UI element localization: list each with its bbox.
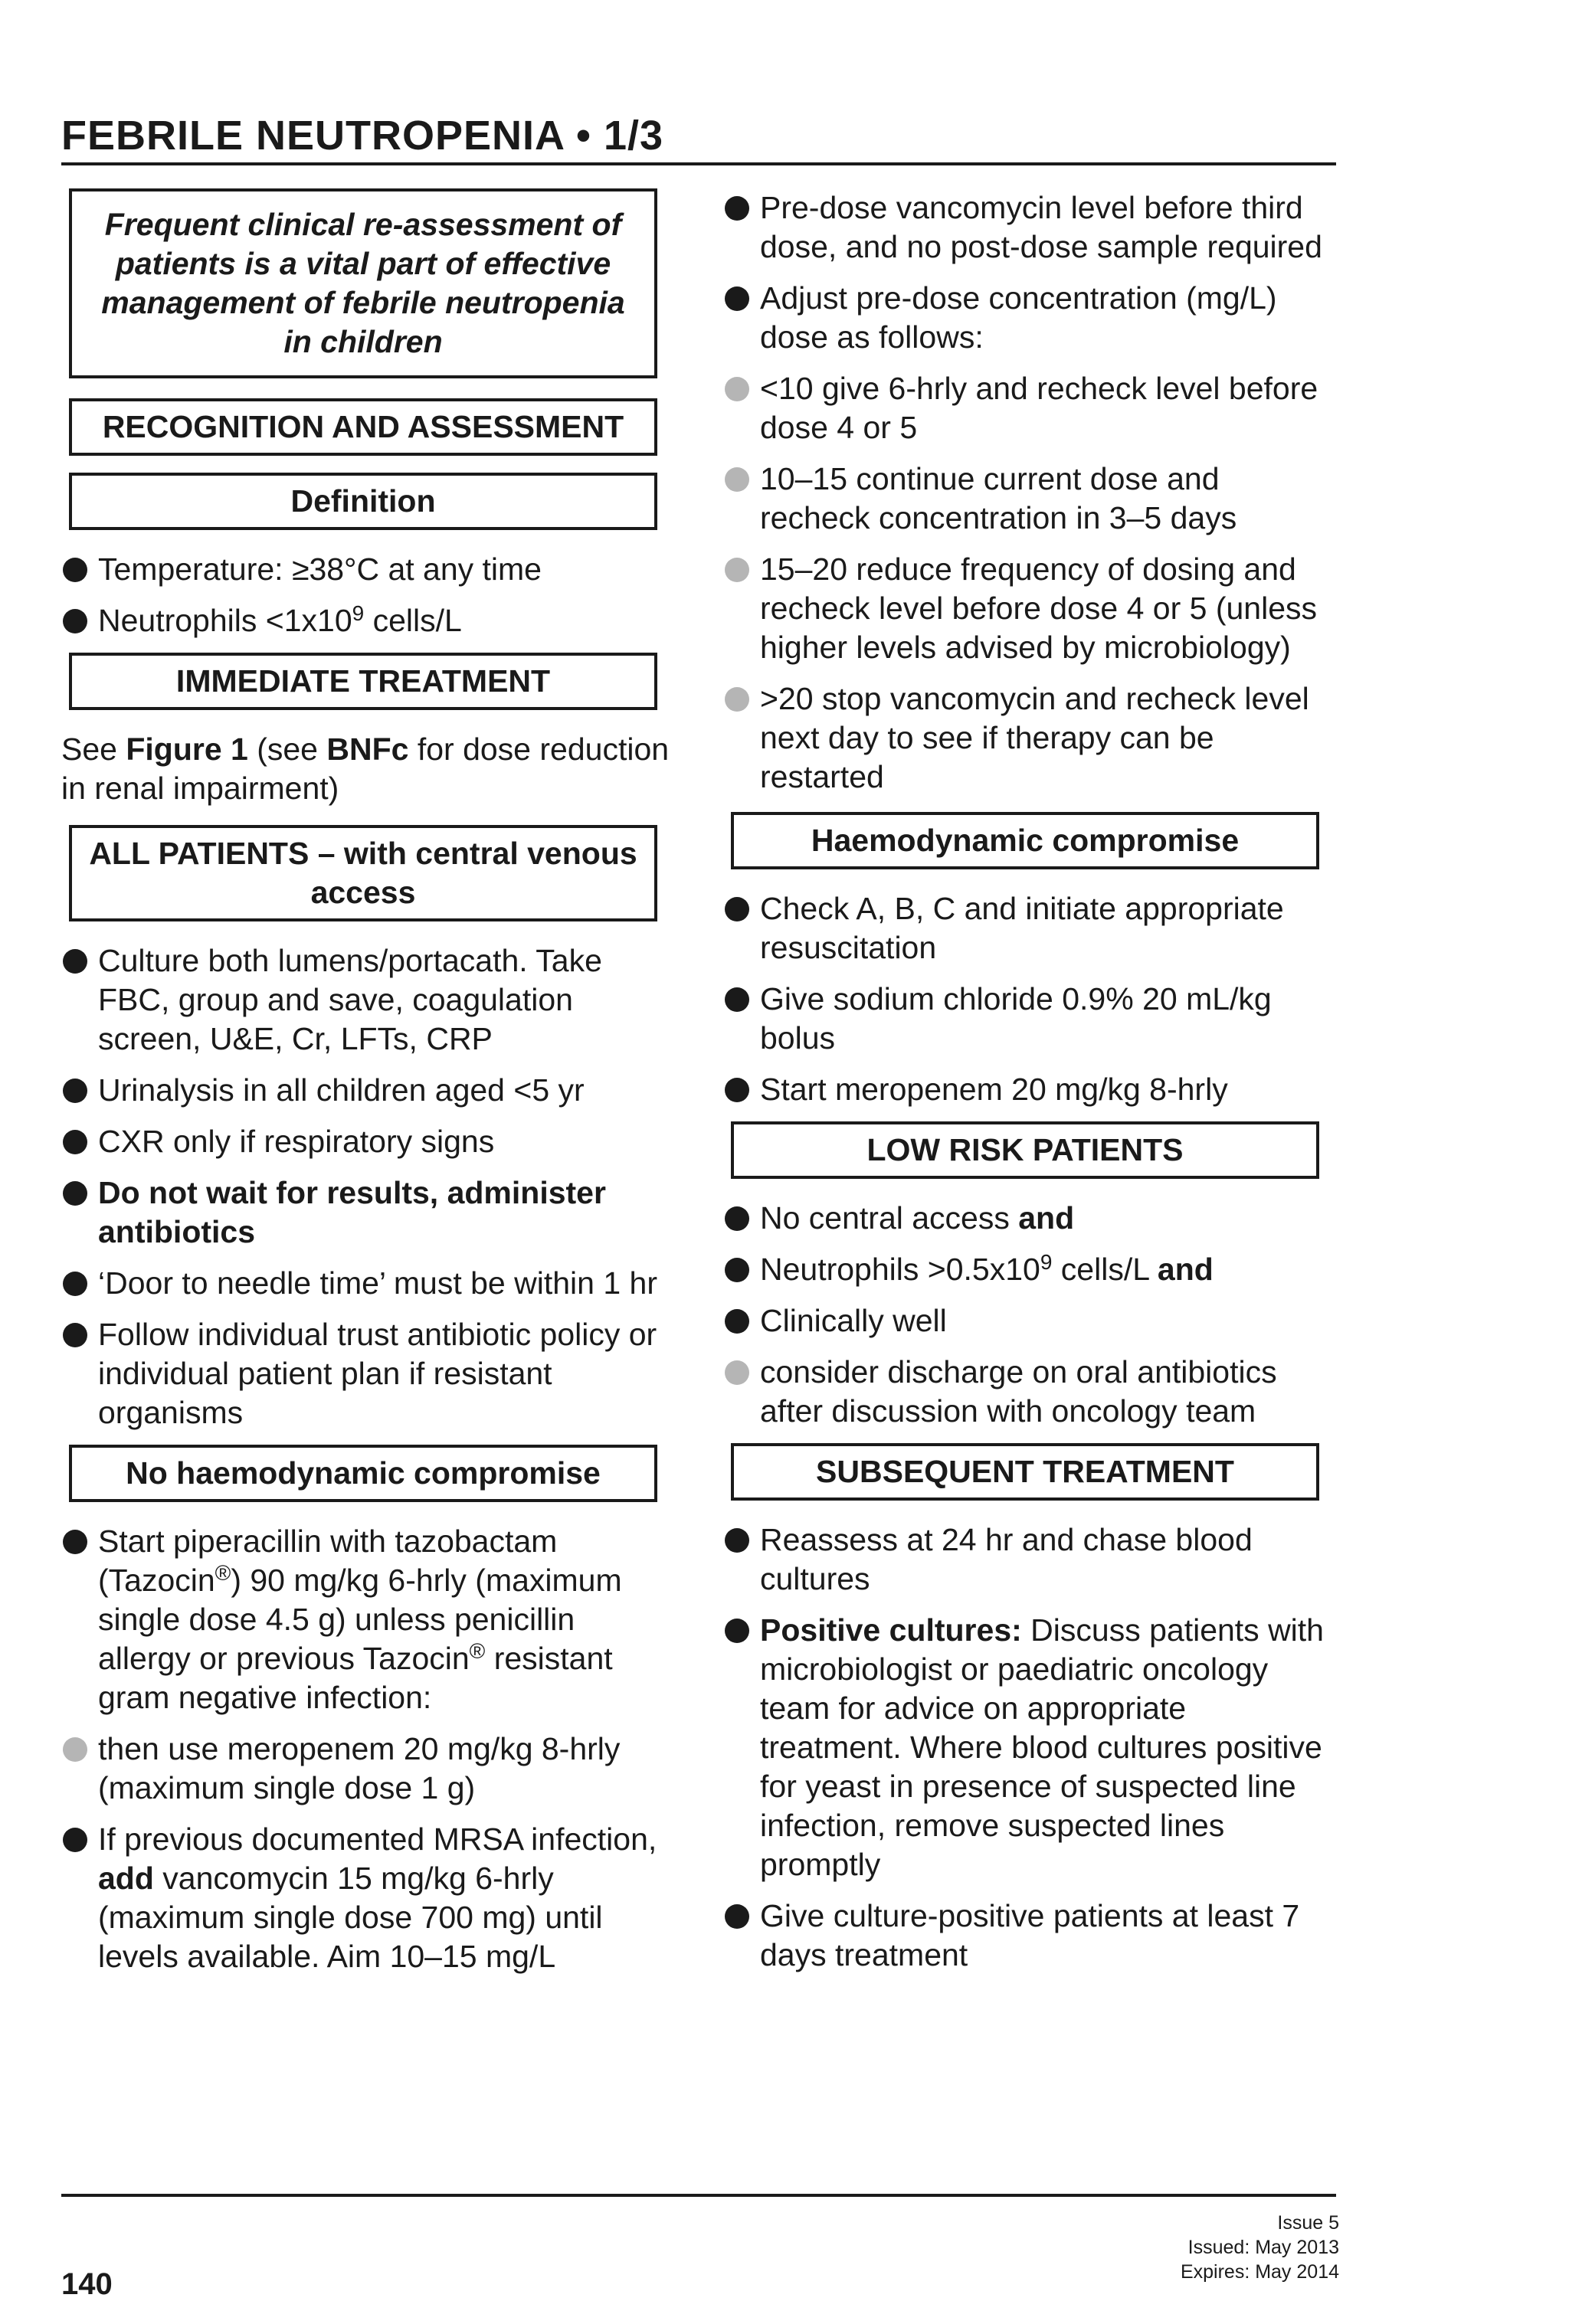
sub-bullet-icon [725, 1360, 749, 1385]
expires-date: Expires: May 2014 [1180, 2261, 1339, 2283]
bullet-icon [725, 1078, 749, 1102]
issue-number: Issue 5 [1277, 2212, 1339, 2234]
bullet-icon [725, 1619, 749, 1643]
bullet-icon [725, 1258, 749, 1282]
bullet-icon [725, 196, 749, 221]
bullet-icon [725, 286, 749, 311]
list-item: Check A, B, C and initiate appropriate resuscitation [723, 889, 1336, 967]
bullet-icon [63, 949, 87, 974]
bullet-icon [63, 1079, 87, 1103]
immediate-treatment-heading: IMMEDIATE TREATMENT [69, 653, 657, 710]
list-item: Pre-dose vancomycin level before third dose, and no post-dose sample required [723, 188, 1336, 267]
list-item: >20 stop vancomycin and recheck level next day to see if therapy can be restarted [723, 679, 1336, 797]
list-item: <10 give 6-hrly and recheck level before dose 4 or 5 [723, 369, 1336, 447]
list-item: Follow individual trust antibiotic policy or individual patient plan if resistant organisms [61, 1315, 674, 1432]
list-item: Start piperacillin with tazobactam (Tazocin®) 90 mg/kg 6-hrly (maximum single dose 4.5 g) unless penicillin allergy or previous Tazocin® resistant gram negative infection: [61, 1522, 674, 1717]
definition-heading: Definition [69, 473, 657, 530]
page-title: FEBRILE NEUTROPENIA • 1/3 [61, 113, 664, 159]
bullet-icon [725, 897, 749, 921]
bullet-icon [63, 1323, 87, 1347]
list-item: Start meropenem 20 mg/kg 8-hrly [723, 1070, 1336, 1109]
bullet-icon [63, 1828, 87, 1852]
bullet-icon [725, 1309, 749, 1334]
list-item: Neutrophils $<1x10^9$ cells/L [61, 601, 674, 640]
issued-date: Issued: May 2013 [1187, 2237, 1339, 2258]
bullet-icon [63, 1130, 87, 1154]
list-item: Give culture-positive patients at least 7 days treatment [723, 1897, 1336, 1975]
left-column [61, 188, 674, 1988]
bullet-icon [63, 609, 87, 633]
list-item: If previous documented MRSA infection, add vancomycin 15 mg/kg 6-hrly (maximum single dose 700 mg) until levels available. Aim 10–15 mg/L [61, 1820, 674, 1976]
issue-info [1181, 2211, 1339, 2284]
list-item: Urinalysis in all children aged <5 yr [61, 1071, 674, 1110]
low-risk-heading: LOW RISK PATIENTS [731, 1121, 1319, 1179]
page-number: 140 [61, 2267, 113, 2301]
list-item: Positive cultures: Discuss patients with microbiologist or paediatric oncology team for advice on appropriate treatment. Where blood cultures positive for yeast in presence of suspected line infection, remove suspected lines promptly [723, 1611, 1336, 1884]
footer-rule [61, 2194, 1336, 2197]
list-item: Temperature: ≥38°C at any time [61, 550, 674, 589]
bullet-icon [63, 1272, 87, 1296]
immediate-para: See Figure 1 (see BNFc for dose reduction in renal impairment) [61, 732, 670, 806]
right-column [723, 188, 1336, 1987]
list-item: No central access and [723, 1199, 1336, 1238]
list-item: Culture both lumens/portacath. Take FBC, group and save, coagulation screen, U&E, Cr, LFTs, CRP [61, 941, 674, 1059]
list-item: then use meropenem 20 mg/kg 8-hrly (maximum single dose 1 g) [61, 1730, 674, 1808]
list-item: ‘Door to needle time’ must be within 1 hr [61, 1264, 674, 1303]
list-item: CXR only if respiratory signs [61, 1122, 674, 1161]
list-item: 15–20 reduce frequency of dosing and recheck level before dose 4 or 5 (unless higher levels advised by microbiology) [723, 550, 1336, 667]
sub-bullet-icon [63, 1737, 87, 1762]
sub-bullet-icon [725, 377, 749, 401]
list-item: consider discharge on oral antibiotics after discussion with oncology team [723, 1353, 1336, 1431]
bullet-icon [63, 558, 87, 582]
sub-bullet-icon [725, 687, 749, 712]
subsequent-treatment-heading: SUBSEQUENT TREATMENT [731, 1443, 1319, 1501]
no-haemodynamic-heading: No haemodynamic compromise [69, 1445, 657, 1502]
bullet-icon [725, 987, 749, 1012]
list-item: Neutrophils $>0.5x10^9$ cells/L and [723, 1250, 1336, 1289]
bullet-icon [725, 1904, 749, 1929]
bullet-icon [63, 1530, 87, 1554]
bullet-icon [725, 1206, 749, 1231]
recognition-heading: RECOGNITION AND ASSESSMENT [69, 398, 657, 456]
all-patients-heading: ALL PATIENTS – with central venous access [69, 825, 657, 921]
haemodynamic-heading: Haemodynamic compromise [731, 812, 1319, 869]
list-item: Clinically well [723, 1301, 1336, 1340]
intro-box: Frequent clinical re-assessment of patients is a vital part of effective management of febrile neutropenia in children [69, 188, 657, 378]
list-item: Reassess at 24 hr and chase blood cultures [723, 1520, 1336, 1599]
list-item: 10–15 continue current dose and recheck concentration in 3–5 days [723, 460, 1336, 538]
sub-bullet-icon [725, 558, 749, 582]
list-item: Adjust pre-dose concentration (mg/L) dose as follows: [723, 279, 1336, 357]
list-item: Give sodium chloride 0.9% 20 mL/kg bolus [723, 980, 1336, 1058]
list-item: Do not wait for results, administer antibiotics [61, 1173, 674, 1252]
sub-bullet-icon [725, 467, 749, 492]
bullet-icon [725, 1528, 749, 1553]
bullet-icon [63, 1181, 87, 1206]
header-rule [61, 162, 1336, 165]
